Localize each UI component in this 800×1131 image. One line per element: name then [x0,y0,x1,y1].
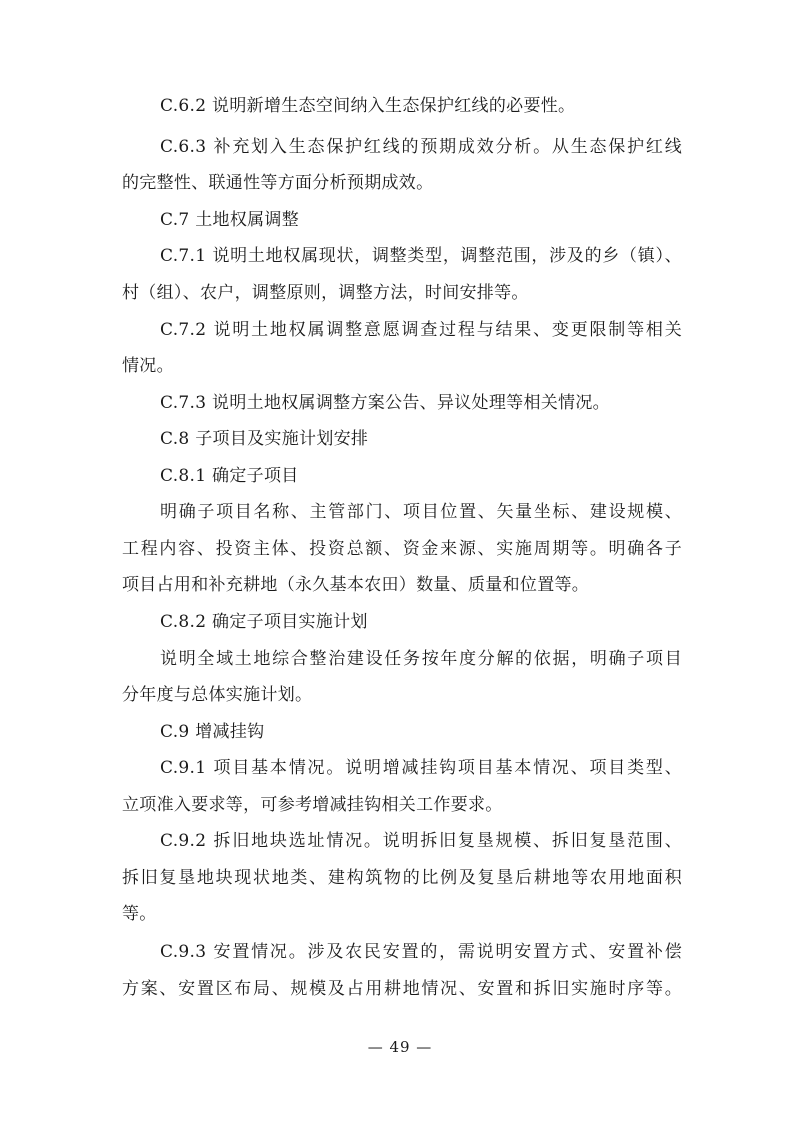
text-line: C.9.3 安置情况。涉及农民安置的，需说明安置方式、安置补偿 [160,942,682,962]
text-line: 情况。 [122,356,174,376]
text-line: 拆旧复垦地块现状地类、建构筑物的比例及复垦后耕地等农用地面积 [122,868,682,888]
text-line: 工程内容、投资主体、投资总额、资金来源、实施周期等。明确各子 [122,539,682,559]
section-heading: C.7 土地权属调整 [160,210,300,230]
text-line: 项目占用和补充耕地（永久基本农田）数量、质量和位置等。 [122,575,590,595]
section-heading: C.9 增减挂钩 [160,722,265,742]
text-line: 明确子项目名称、主管部门、项目位置、矢量坐标、建设规模、 [160,502,682,522]
page-number: — 49 — [367,1038,433,1056]
text-line: C.9.1 项目基本情况。说明增减挂钩项目基本情况、项目类型、 [160,758,682,778]
text-line: 的完整性、联通性等方面分析预期成效。 [122,173,434,193]
text-line: 分年度与总体实施计划。 [122,685,313,705]
subsection-heading: C.8.2 确定子项目实施计划 [160,612,368,632]
subsection-heading: C.8.1 确定子项目 [160,466,299,486]
text-line: 方案、安置区布局、规模及占用耕地情况、安置和拆旧实施时序等。 [122,979,682,999]
text-line: 说明全域土地综合整治建设任务按年度分解的依据，明确子项目 [160,649,682,669]
text-line: C.7.2 说明土地权属调整意愿调查过程与结果、变更限制等相关 [160,320,682,340]
text-line: 立项准入要求等，可参考增减挂钩相关工作要求。 [122,795,503,815]
text-line: 等。 [122,904,157,924]
text-line: 村（组）、农户，调整原则，调整方法，时间安排等。 [122,283,529,303]
section-heading: C.8 子项目及实施计划安排 [160,429,369,449]
text-line: C.6.2 说明新增生态空间纳入生态保护红线的必要性。 [160,96,576,116]
text-line: C.7.1 说明土地权属现状，调整类型，调整范围，涉及的乡（镇）、 [160,246,682,266]
text-line: C.9.2 拆旧地块选址情况。说明拆旧复垦规模、拆旧复垦范围、 [160,831,682,851]
text-line: C.7.3 说明土地权属调整方案公告、异议处理等相关情况。 [160,393,610,413]
text-line: C.6.3 补充划入生态保护红线的预期成效分析。从生态保护红线 [160,137,682,157]
